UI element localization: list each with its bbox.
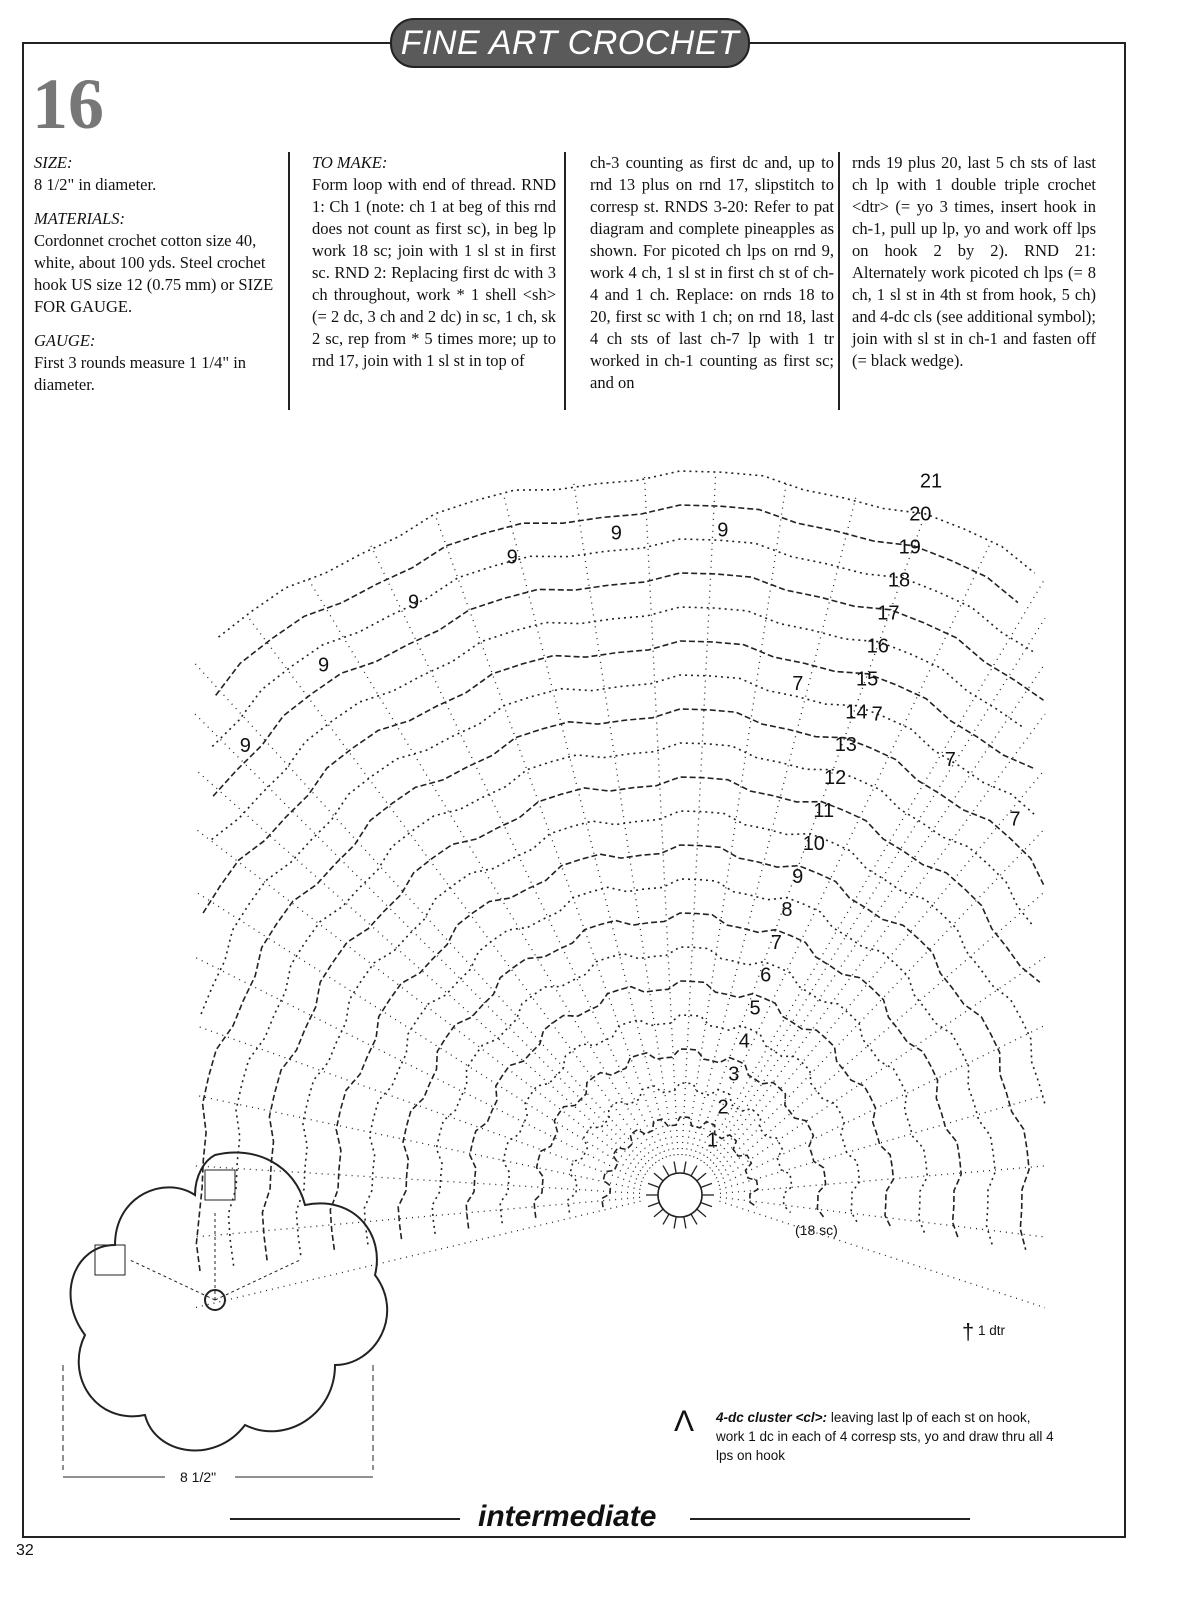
round-label: 8 (781, 898, 793, 921)
center-spoke (701, 1183, 712, 1187)
picot-label: 7 (871, 703, 883, 726)
stitch-spoke (720, 1197, 1045, 1237)
instructions-text-3: rnds 19 plus 20, last 5 ch sts of last ch lp with 1 double triple crochet <dtr> (= yo 3 times, insert hook in ch-1, pull up lp, yo and work off lps on hook 2 by 2). RND 21: Alternately work picoted ch lps (= 8 ch, 1 sl st in 4th st from hook, 5 ch) and 4-dc cls (see additional symbol); join with sl st in ch-1 and fasten off (= black wedge). (852, 153, 1096, 370)
picot-label: 9 (610, 522, 622, 545)
round-label: 12 (824, 767, 847, 790)
materials-label: MATERIALS: (34, 209, 126, 228)
round-arc (466, 981, 893, 1229)
gauge-text: First 3 rounds measure 1 1/4" in diameter. (34, 353, 247, 394)
picot-label: 9 (318, 654, 330, 677)
round-arc (568, 1083, 792, 1213)
round-label: 19 (898, 536, 921, 559)
center-spoke (663, 1214, 669, 1224)
footer-rule-left (230, 1518, 460, 1520)
round-label: 1 (706, 1129, 719, 1152)
stitch-spoke (195, 828, 646, 1174)
header-banner (390, 18, 750, 68)
round-label: 10 (802, 833, 825, 855)
center-spoke (654, 1209, 663, 1217)
center-spoke (648, 1203, 659, 1207)
round-arc (534, 1049, 826, 1218)
schematic-pineapple-icon (205, 1170, 235, 1200)
center-spoke (654, 1173, 663, 1181)
schematic-spoke (215, 1260, 300, 1300)
to-make-text: Form loop with end of thread. RND 1: Ch 1 (note: ch 1 at beg of this rnd does not count as first sc), in beg lp work 18 sc; join with 1 sl st in first sc. RND 2: Replacing first dc with 3 ch throughout, work * 1 shell <sh> (= 2 dc, 3 ch and 2 dc) in sc, 1 ch, sk 2 sc, rep from * 5 times more; up to rnd 17, join with 1 sl st in top of (312, 175, 556, 370)
center-ring (658, 1173, 702, 1217)
schematic-outline (71, 1152, 388, 1450)
round-label: 16 (866, 635, 889, 658)
picot-label: 9 (717, 519, 729, 542)
picot-label: 9 (506, 546, 518, 569)
instructions-text-2: ch-3 counting as first dc and, up to rnd 13 plus on rnd 17, slipstitch to corresp st. RNDS 3-20: Refer to pat diagram and complete pineapples as shown. For picoted ch lps on rnd 9, work 4 ch, 1 sl st in first ch st of ch-4 and 1 ch. Replace: on rnds 18 to 20, first sc with 1 ch; on rnd 18, last 4 ch sts of last ch-7 lp with 1 tr worked in ch-1 counting as first sc; and on (590, 153, 834, 392)
stitch-spoke (436, 518, 666, 1158)
footer-rule-right (690, 1518, 970, 1520)
legend-cluster-text: leaving last lp of each st on hook, work 1 dc in each of 4 corresp sts, yo and draw thru all 4 lps on hook (716, 1410, 1054, 1463)
pattern-number: 16 (32, 64, 104, 144)
center-spoke (684, 1217, 686, 1229)
stitch-spoke (710, 714, 1045, 1168)
materials-text: Cordonnet crochet cotton size 40, white, about 100 yds. Steel crochet hook US size 12 (0.75 mm) or SIZE FOR GAUGE. (34, 231, 274, 316)
center-spoke (691, 1214, 697, 1224)
round-label: 5 (749, 997, 761, 1020)
stitch-spoke (714, 828, 1045, 1174)
column-instructions-2 (590, 152, 834, 394)
center-spoke (697, 1209, 706, 1217)
round-arc (364, 879, 995, 1244)
schematic-measure: 8 1/2" (180, 1469, 217, 1485)
legend-cluster (674, 1405, 1060, 1465)
size-label: SIZE: (34, 153, 73, 172)
stitch-spoke (371, 545, 663, 1159)
column-divider (288, 152, 290, 410)
round-label: 21 (919, 470, 943, 493)
picot-label: 9 (408, 591, 420, 614)
picot-label: 7 (944, 749, 956, 772)
stitch-spoke (249, 618, 656, 1163)
center-spoke (701, 1203, 712, 1207)
round-arc (330, 845, 1029, 1250)
column-instructions-3 (852, 152, 1096, 372)
gauge-label: GAUGE: (34, 331, 96, 350)
schematic-pineapple-icon (95, 1245, 125, 1275)
schematic-spoke (130, 1260, 215, 1300)
legend-dtr (962, 1318, 1006, 1344)
round-label: 18 (887, 569, 911, 592)
picot-label: 9 (239, 734, 251, 757)
center-spoke (648, 1183, 659, 1187)
column-instructions-1 (312, 152, 556, 372)
column-divider (838, 152, 840, 410)
column-divider (564, 152, 566, 410)
skill-level-badge: intermediate (478, 1500, 657, 1533)
picot-label: 7 (792, 673, 804, 696)
round-label: 11 (813, 800, 835, 823)
stitch-spoke (717, 1095, 1045, 1189)
stitch-spoke (690, 497, 856, 1156)
round-label: 13 (834, 734, 857, 757)
legend-dtr-label: 1 dtr (978, 1323, 1006, 1338)
center-spoke (684, 1162, 686, 1174)
center-spoke (663, 1166, 669, 1176)
round-label: 2 (717, 1096, 729, 1119)
center-note: (18 sc) (795, 1222, 838, 1238)
stitch-spoke (719, 1025, 1045, 1185)
dtr-symbol-icon: † (962, 1319, 975, 1344)
center-spoke (697, 1173, 706, 1181)
round-label: 4 (738, 1030, 750, 1053)
stitch-spoke (718, 957, 1045, 1182)
header-title: FINE ART CROCHET (400, 23, 740, 62)
to-make-label: TO MAKE: (312, 153, 388, 172)
doily-schematic (55, 1125, 395, 1485)
legend-cluster-title: 4-dc cluster <cl>: (716, 1410, 828, 1425)
stitch-spoke (504, 497, 670, 1156)
center-spoke (691, 1166, 697, 1176)
column-specs (34, 152, 280, 408)
round-label: 6 (760, 964, 772, 987)
round-arc (398, 913, 961, 1239)
round-label: 20 (909, 503, 932, 526)
center-spoke (674, 1162, 676, 1174)
stitch-spoke (195, 664, 653, 1166)
stitch-spoke (720, 1201, 1045, 1307)
stitch-spoke (704, 618, 1045, 1163)
center-spoke (674, 1217, 676, 1229)
round-label: 14 (845, 701, 868, 724)
round-label: 9 (792, 865, 804, 888)
stitch-spoke (720, 1166, 1045, 1193)
size-text: 8 1/2" in diameter. (34, 175, 157, 194)
round-label: 3 (728, 1063, 740, 1086)
round-label: 7 (770, 931, 782, 954)
picot-label: 7 (1009, 808, 1021, 831)
round-label: 15 (856, 668, 879, 691)
round-label: 17 (877, 602, 900, 625)
page-number: 32 (16, 1542, 34, 1559)
round-arc (213, 573, 1043, 796)
cluster-symbol-icon: Λ (674, 1405, 695, 1438)
